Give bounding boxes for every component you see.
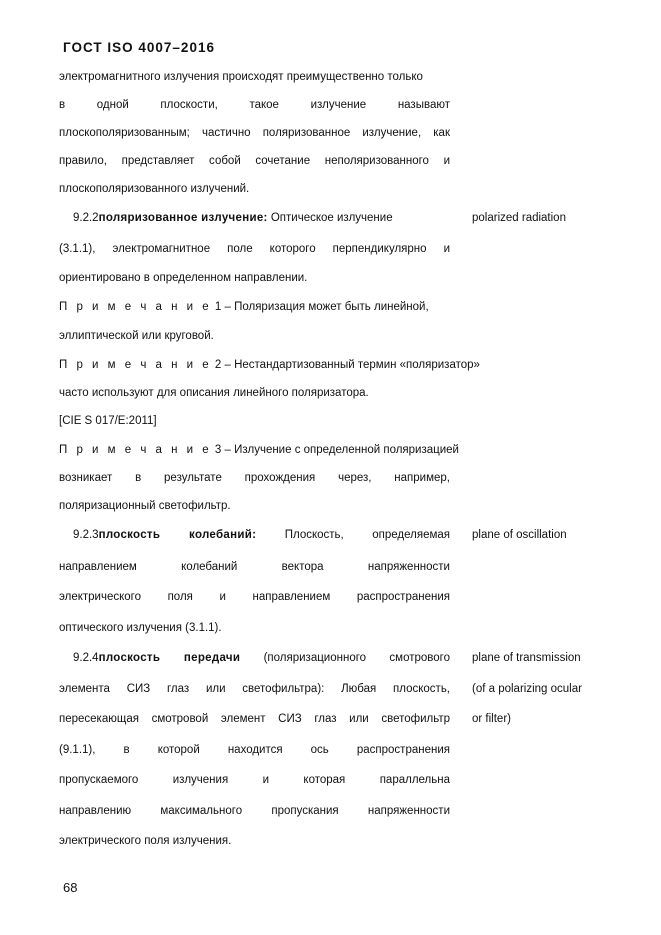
text-line: ориентировано в определенном направлении. [59, 272, 308, 284]
term-name: плоскость передачи [98, 652, 241, 664]
note-label: П р и м е ч а н и е [59, 444, 212, 456]
note-text: 2 – Нестандартизованный термин «поляризатор» [211, 359, 480, 371]
text-line: плоскополяризованного излучений. [59, 183, 250, 195]
note-line: возникает в результате прохождения через, например, [59, 472, 450, 484]
text-line: правило, представляет собой сочетание неполяризованного и [59, 155, 450, 167]
english-term: plane of oscillation [472, 529, 567, 541]
note-line: поляризационный светофильтр. [59, 500, 231, 512]
note-text: 1 – Поляризация может быть линейной, [211, 301, 429, 313]
text-line: электрического поля излучения. [59, 835, 232, 847]
note-line [59, 358, 480, 372]
term-definition-start: Оптическое излучение [267, 212, 393, 224]
term-name: плоскость колебаний: [98, 529, 257, 541]
text-line: направлению максимального пропускания напряженности [59, 805, 450, 817]
text-line: оптического излучения (3.1.1). [59, 622, 222, 634]
text-line: элемента СИЗ глаз или светофильтра): Любая плоскость, [59, 683, 450, 695]
page-number: 68 [63, 880, 78, 895]
term-name: поляризованное излучение: [98, 212, 268, 224]
section-number: 9.2.2 [73, 212, 99, 224]
english-term: polarized radiation [472, 212, 566, 224]
english-term: (of a polarizing ocular [472, 683, 582, 695]
term-definition-start: (поляризационного смотрового [240, 652, 450, 664]
text-line: направлением колебаний вектора напряженности [59, 561, 450, 573]
document-header: ГОСТ ISO 4007–2016 [63, 40, 215, 55]
note-text: 3 – Излучение с определенной поляризацией [211, 444, 459, 456]
text-line: (9.1.1), в которой находится ось распространения [59, 744, 450, 756]
note-label: П р и м е ч а н и е [59, 301, 212, 313]
english-term: or filter) [472, 713, 511, 725]
note-line [59, 300, 450, 314]
english-term: plane of transmission [472, 652, 581, 664]
note-line: часто используют для описания линейного поляризатора. [59, 387, 369, 399]
section-number: 9.2.4 [73, 652, 99, 664]
text-line: электромагнитного излучения происходят преимущественно только [59, 71, 423, 83]
text-line: пересекающая смотровой элемент СИЗ глаз или светофильтр [59, 713, 450, 725]
text-line: пропускаемого излучения и которая параллельна [59, 774, 450, 786]
text-line: в одной плоскости, такое излучение называют [59, 99, 450, 111]
reference: [CIE S 017/E:2011] [59, 415, 157, 427]
text-line: (3.1.1), электромагнитное поле которого перпендикулярно и [59, 243, 450, 255]
note-line: эллиптической или круговой. [59, 330, 214, 342]
note-line [59, 443, 459, 457]
text-line: электрического поля и направлением распространения [59, 591, 450, 603]
text-line: плоскополяризованным; частично поляризованное излучение, как [59, 127, 450, 139]
section-number: 9.2.3 [73, 529, 99, 541]
term-line-9-2-4 [73, 651, 450, 665]
term-line-9-2-3 [73, 528, 450, 542]
term-definition-start: Плоскость, определяемая [256, 529, 450, 541]
note-label: П р и м е ч а н и е [59, 359, 212, 371]
term-line-9-2-2 [73, 211, 450, 225]
